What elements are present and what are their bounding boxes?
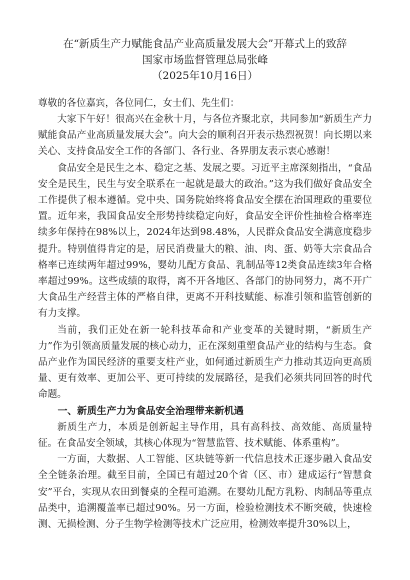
salutation: 尊敬的各位嘉宾，各位同仁，女士们、先生们： xyxy=(38,98,240,109)
paragraph-section-detail: 一方面，大数据、人工智能、区块链等新一代信息技术正逐步融入食品安全全链条治理。截至目前，全国已有超过20个省（区、市）建成运行“智慧食安”平台，实现从农田到餐桌的全程可追溯。在婴幼儿配方乳粉、肉制品等重点品类中，追溯覆盖率已超过90%。另一方面，检验检测技术不断突破，快速检测、无损检测、分子生物学检测等技术广泛应用，检测效率提升30%以上， xyxy=(38,454,372,531)
title-line-2: 国家市场监督管理总局张峰 xyxy=(142,54,268,66)
paragraph-new-quality-productivity: 当前，我们正处在新一轮科技革命和产业变革的关键时期，“新质生产力”作为引领高质量发展的核心动力，正在深刻重塑食品产业的结构与生态。食品产业作为国民经济的重要支柱产业，如何通过新质生产力推动其迈向更高质量、更有效率、更加公平、更可持续的发展路径，是我们必须共同回答的时代命题。 xyxy=(38,324,372,401)
paragraph-section-intro: 新质生产力，本质是创新起主导作用，具有高科技、高效能、高质量特征。在食品安全领域，其核心体现为“智慧监管、技术赋能、体系重构”。 xyxy=(38,421,372,450)
document-title xyxy=(38,36,372,84)
paragraph-greeting: 大家下午好！很高兴在金秋十月，与各位齐聚北京，共同参加“新质生产力赋能食品产业高质量发展大会”。向大会的顺利召开表示热烈祝贺！向长期以来关心、支持食品安全工作的各部门、各行业、各界朋友表示衷心感谢！ xyxy=(38,114,372,158)
title-line-1: 在“新质生产力赋能食品产业高质量发展大会”开幕式上的致辞 xyxy=(63,38,347,50)
paragraph-food-safety-overview: 食品安全是民生之本、稳定之基、发展之要。习近平主席深刻指出，“食品安全是民生，民生与安全联系在一起就是最大的政治。”这为我们做好食品安全工作提供了根本遵循。党中央、国务院始终将食品安全摆在治国理政的重要位置。近年来，我国食品安全形势持续稳定向好，食品安全评价性抽检合格率连续多年保持在98%以上，2024年达到98.48%，人民群众食品安全满意度稳步提升。特别值得肯定的是，居民消费量大的粮、油、肉、蛋、奶等大宗食品合格率已连续两年超过99%，婴幼儿配方食品、乳制品等12类食品连续3年合格率超过99%。这些成绩的取得，离不开各地区、各部门的协同努力，离不开广大食品生产经营主体的严格自律，更离不开科技赋能、标准引领和监管创新的有力支撑。 xyxy=(38,162,372,320)
title-line-3: （2025年10月16日） xyxy=(152,70,258,82)
section-heading: 一、新质生产力为食品安全治理带来新机遇 xyxy=(57,405,244,417)
